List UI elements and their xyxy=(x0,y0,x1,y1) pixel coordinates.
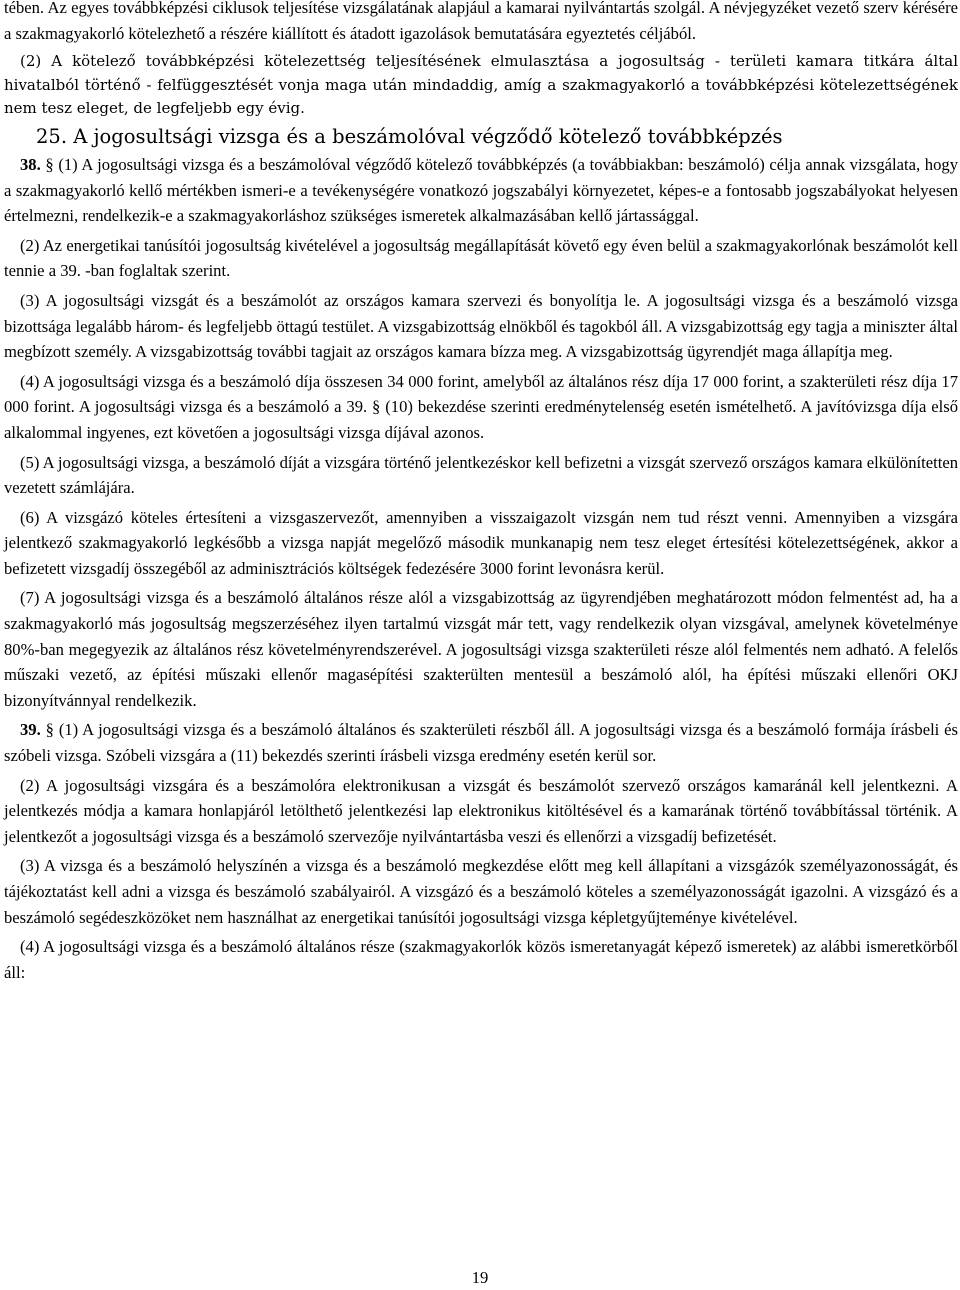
section-39-paragraph-2: (2) A jogosultsági vizsgára és a beszámolóra elektronikusan a vizsgát és beszámolót szervező országos kamaránál kell jelentkezni. A jelentkezés módja a kamara honlapjáról letölthető jelentkezési lap elektronikus kitöltésével és a kamarának történő továbbítással történik. A jelentkezőt a jogosultsági vizsga és a beszámoló szervezője nyilvántartásba veszi és ellenőrzi a vizsgadíj befizetését. xyxy=(4,775,958,846)
section-38-paragraph-1 xyxy=(4,152,958,229)
section-38-paragraph-3: (3) A jogosultsági vizsgát és a beszámolót az országos kamara szervezi és bonyolítja le. A jogosultsági vizsga és a beszámoló vizsga bizottsága legalább három- és legfeljebb öttagú testület. A vizsgabizottság elnökből és tagokból áll. A vizsgabizottság egy tagja a miniszter által megbízott személy. A vizsgabizottság további tagjait az országos kamara bízza meg. A vizsgabizottság ügyrendjét maga állapítja meg. xyxy=(4,290,958,362)
section-38-paragraph-6: (6) A vizsgázó köteles értesíteni a vizsgaszervezőt, amennyiben a visszaigazolt vizsgán nem tud részt venni. Amennyiben a vizsgára jelentkező szakmagyakorló legkésőbb a vizsga napját megelőző második munkanapig nem tesz eleget értesítési kötelezettségének, akkor a befizetett vizsgadíj összegéből az adminisztrációs költségek fedezésére 3000 forint levonásra kerül. xyxy=(4,507,958,578)
page-content xyxy=(4,0,958,985)
section-38-number: 38. xyxy=(20,154,41,174)
page-number: 19 xyxy=(471,1268,489,1287)
paragraph-2: (2) A kötelező továbbképzési kötelezettség teljesítésének elmulasztása a jogosultság - területi kamara titkára által hivatalból történő - felfüggesztését vonja maga után mindaddig, amíg a szakmagyakorló a továbbképzési kötelezettségének nem tesz eleget, de legfeljebb egy évig. xyxy=(4,52,958,118)
section-38-paragraph-2: (2) Az energetikai tanúsítói jogosultság kivételével a jogosultság megállapítását követő egy éven belül a szakmagyakorlónak beszámolót kell tennie a 39. -ban foglaltak szerint. xyxy=(4,235,958,281)
section-38-paragraph-7: (7) A jogosultsági vizsga és a beszámoló általános része alól a vizsgabizottság az ügyrendjében meghatározott módon felmentést ad, ha a szakmagyakorló más jogosultság megszerzéséhez ilyen tartalmú vizsgát már tett, vagy rendelkezik olyan vizsgával, amelynek követelménye 80%-ban megegyezik az általános rész követelményrendszerével. A jogosultsági vizsga szakterületi része alól felmentés nem adható. A felelős műszaki vezető, az építési műszaki ellenőr magasépítési szakterülten mentesül a beszámoló alól, ha építési műszaki ellenőri OKJ bizonyítvánnyal rendelkezik. xyxy=(4,588,958,710)
intro-paragraph: tében. Az egyes továbbképzési ciklusok teljesítése vizsgálatának alapjául a kamarai nyilvántartás szolgál. A névjegyzéket vezető szerv kérésére a szakmagyakorló kötelezhető a részére kiállított és átadott igazolások bemutatására egyeztetés céljából. xyxy=(4,0,958,43)
section-39-paragraph-1-text: § (1) A jogosultsági vizsga és a beszámoló általános és szakterületi részből áll. A jogosultsági vizsga és a beszámoló formája írásbeli és szóbeli vizsga. Szóbeli vizsgára a (11) bekezdés szerinti írásbeli vizsga eredmény esetén kerül sor. xyxy=(4,720,959,766)
section-heading: 25. A jogosultsági vizsga és a beszámolóval végződő kötelező továbbképzés xyxy=(36,124,783,148)
section-39-paragraph-1 xyxy=(4,717,958,768)
section-38-paragraph-4: (4) A jogosultsági vizsga és a beszámoló díja összesen 34 000 forint, amelyből az általános rész díja 17 000 forint, a szakterületi rész díja 17 000 forint. A jogosultsági vizsga és a beszámoló a 39. § (10) bekezdése szerinti eredménytelenség esetén ismételhető. A javítóvizsga díja első alkalommal ingyenes, ezt követően a jogosultsági vizsga díjával azonos. xyxy=(4,371,958,442)
section-39-paragraph-3: (3) A vizsga és a beszámoló helyszínén a vizsga és a beszámoló megkezdése előtt meg kell állapítani a vizsgázók személyazonosságát, és tájékoztatást kell adni a vizsga és beszámoló szabályairól. A vizsgázó és a beszámoló köteles a személyazonosságát igazolni. A vizsgázó és a beszámoló segédeszközöket nem használhat az energetikai tanúsítói jogosultsági vizsga képletgyűjteménye kivételével. xyxy=(4,856,958,927)
section-39-paragraph-4: (4) A jogosultsági vizsga és a beszámoló általános része (szakmagyakorlók közös ismeretanyagát képező ismeretek) az alábbi ismeretkörből áll: xyxy=(4,937,958,982)
section-39-number: 39. xyxy=(20,720,41,740)
section-38-paragraph-1-text: § (1) A jogosultsági vizsga és a beszámolóval végződő kötelező továbbképzés (a továbbiakban: beszámoló) célja annak vizsgálata, hogy a szakmagyakorló kellő mértékben ismeri-e a tevékenységére vonatkozó jogszabályi környezetet, képes-e a fontosabb jogszabályokat helyesen értelmezni, rendelkezik-e a szakmagyakorláshoz szükséges ismeretek alkalmazásában kellő jártassággal. xyxy=(4,154,958,226)
section-38-paragraph-5: (5) A jogosultsági vizsga, a beszámoló díját a vizsgára történő jelentkezéskor kell befizetni a vizsgát szervező országos kamara elkülönítetten vezetett számlájára. xyxy=(4,452,958,498)
